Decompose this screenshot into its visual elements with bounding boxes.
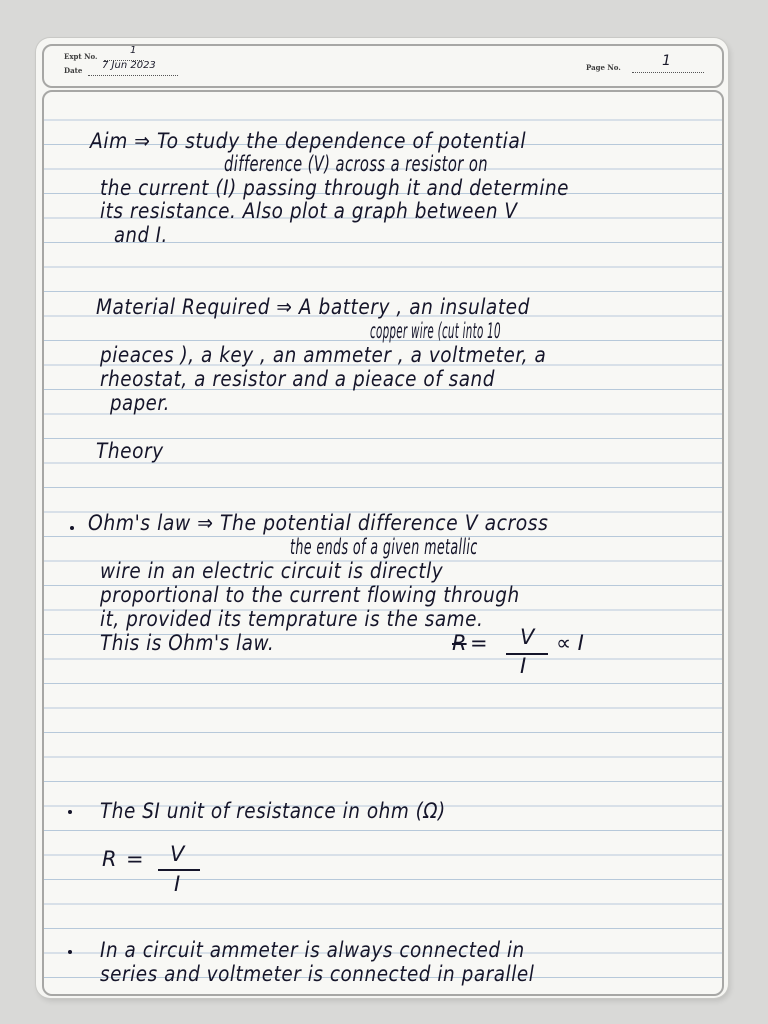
ohm-line-4: proportional to the current flowing through xyxy=(100,583,520,607)
circuit-line-1: In a circuit ammeter is always connected in xyxy=(100,938,525,962)
circuit-line-2: series and voltmeter is connected in parallel xyxy=(100,962,535,986)
formula-equals: = xyxy=(126,847,144,871)
material-line-1: Material Required ⇒ A battery , an insulated xyxy=(96,295,530,319)
si-unit-line: The SI unit of resistance in ohm (Ω) xyxy=(100,799,446,823)
formula-denominator: I xyxy=(520,654,527,678)
page-no-line xyxy=(632,71,704,73)
formula-numerator: V xyxy=(520,625,535,649)
date-label: Date xyxy=(64,66,83,75)
ohm-line-5: it, provided its temprature is the same. xyxy=(100,607,484,631)
fraction-bar xyxy=(506,653,548,655)
theory-heading: Theory xyxy=(96,439,164,463)
ohm-line-3: wire in an electric circuit is directly xyxy=(100,559,444,583)
material-line-4: rheostat, a resistor and a pieace of sand xyxy=(100,367,495,391)
formula-proportional: ∝ I xyxy=(556,631,584,655)
page-no-value: 1 xyxy=(662,53,671,69)
aim-line-4: its resistance. Also plot a graph between V xyxy=(100,199,518,223)
ohm-line-2: the ends of a given metallic xyxy=(290,535,478,559)
bullet-dot xyxy=(68,950,72,954)
bullet-dot xyxy=(70,526,74,530)
material-line-2: copper wire (cut into 10 xyxy=(370,319,501,343)
formula-denominator: I xyxy=(174,872,181,896)
ruled-writing-area xyxy=(42,90,724,996)
material-line-5: paper. xyxy=(110,391,170,415)
aim-line-2: difference (V) across a resistor on xyxy=(224,152,488,176)
aim-line-3: the current (I) passing through it and determine xyxy=(100,176,570,200)
expt-no-label: Expt No. xyxy=(64,52,98,61)
aim-line-5: and I. xyxy=(114,223,168,247)
page-header xyxy=(42,44,724,88)
ohm-line-1: Ohm's law ⇒ The potential difference V across xyxy=(88,511,549,535)
date-line xyxy=(88,74,178,76)
formula-equals: = xyxy=(470,631,488,655)
formula-numerator: V xyxy=(170,842,185,866)
page-no-label: Page No. xyxy=(586,63,621,72)
notebook-page xyxy=(36,38,728,998)
material-line-3: pieaces ), a key , an ammeter , a voltmeter, a xyxy=(100,343,547,367)
ohm-line-6: This is Ohm's law. xyxy=(100,631,275,655)
formula-r: R xyxy=(102,847,117,871)
date-value: 7 Jun 2023 xyxy=(102,60,156,71)
aim-line-1: Aim ⇒ To study the dependence of potential xyxy=(90,129,527,153)
fraction-bar xyxy=(158,869,200,871)
formula-r: R xyxy=(452,631,467,655)
expt-no-value: 1 xyxy=(130,45,137,56)
bullet-dot xyxy=(68,810,72,814)
